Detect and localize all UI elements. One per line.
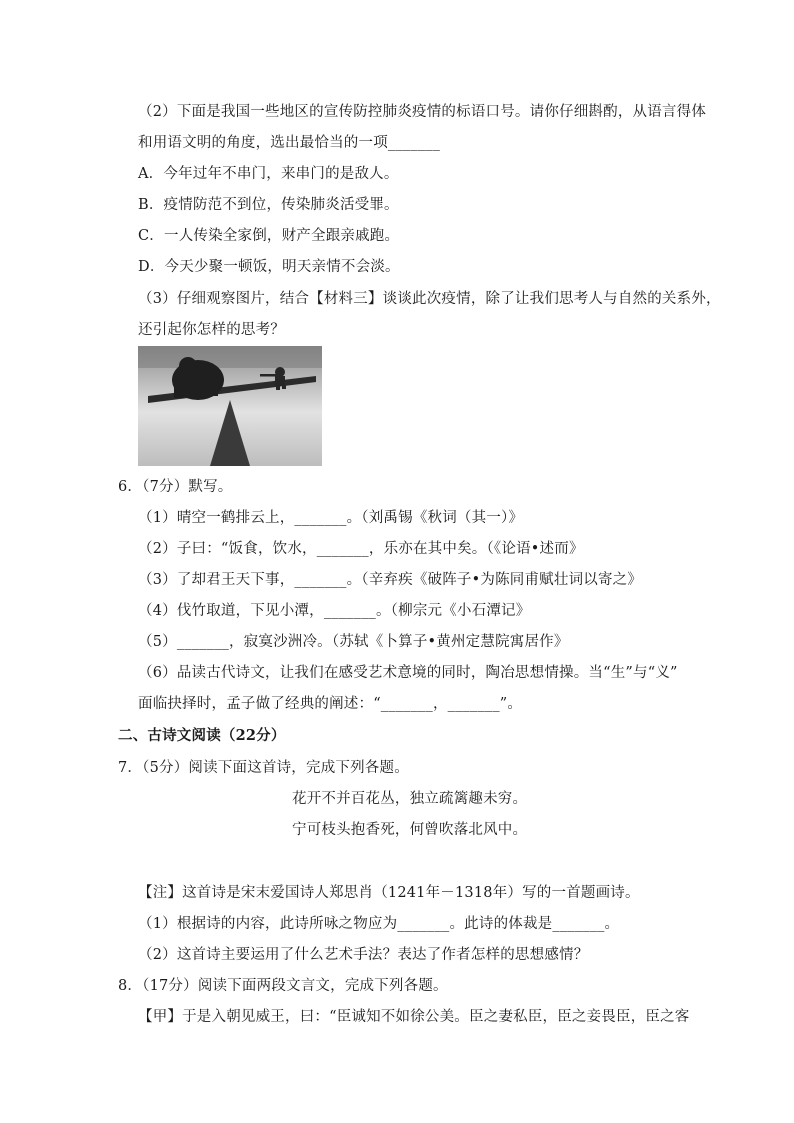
q6-item-3: （3）了却君王天下事，_______。（辛弃疾《破阵子•为陈同甫赋壮词以寄之》 <box>138 572 643 588</box>
q5-2-option-b: B．疫情防范不到位，传染肺炎活受罪。 <box>138 197 399 213</box>
q5-2-line1: （2）下面是我国一些地区的宣传防控肺炎疫情的标语口号。请你仔细斟酌，从语言得体 <box>138 104 707 120</box>
q7-note: 【注】这首诗是宋末爱国诗人郑思肖（1241年－1318年）写的一首题画诗。 <box>138 885 640 901</box>
q5-2-option-a: A．今年过年不串门，来串门的是敌人。 <box>138 166 399 182</box>
poem-line-1: 花开不并百花丛，独立疏篱趣未穷。 <box>292 791 528 807</box>
q6-item-2: （2）子曰：“饭食，饮水，_______，乐亦在其中矣。（《论语•述而》 <box>138 541 584 557</box>
seesaw-gorilla-man-image <box>138 346 322 466</box>
q6-item-5: （5）_______，寂寞沙洲冷。（苏轼《卜算子•黄州定慧院寓居作》 <box>138 634 569 650</box>
poem-line-2: 宁可枝头抱香死，何曾吹落北风中。 <box>292 822 528 838</box>
q7-sub-1: （1）根据诗的内容，此诗所咏之物应为_______。此诗的体裁是_______。 <box>138 916 620 932</box>
q6-item-4: （4）伐竹取道，下见小潭，_______。（柳宗元《小石潭记》 <box>138 603 531 619</box>
q5-2-option-c: C．一人传染全家倒，财产全跟亲戚跑。 <box>138 228 400 244</box>
q6-item-6-line1: （6）品读古代诗文，让我们在感受艺术意境的同时，陶冶思想情操。当“生”与“义” <box>138 665 678 681</box>
q6-item-1: （1）晴空一鹤排云上，_______。（刘禹锡《秋词（其一）》 <box>138 510 524 526</box>
q5-3-line2: 还引起你怎样的思考？ <box>138 322 285 338</box>
q7-sub-2: （2）这首诗主要运用了什么艺术手法？表达了作者怎样的思想感情？ <box>138 947 589 963</box>
q6-item-6-line2: 面临抉择时，孟子做了经典的阐述：“_______，_______”。 <box>138 696 523 712</box>
q8-passage-jia: 【甲】于是入朝见威王，曰：“臣诚知不如徐公美。臣之妻私臣，臣之妾畏臣，臣之客 <box>138 1009 690 1025</box>
q8-title: 8．（17分）阅读下面两段文言文，完成下列各题。 <box>118 978 448 994</box>
q5-3-line1: （3）仔细观察图片，结合【材料三】谈谈此次疫情，除了让我们思考人与自然的关系外， <box>138 291 721 307</box>
q7-title: 7．（5分）阅读下面这首诗，完成下列各题。 <box>118 760 409 776</box>
q5-2-option-d: D．今天少聚一顿饭，明天亲情不会淡。 <box>138 259 400 275</box>
q6-title: 6．（7分）默写。 <box>118 479 233 495</box>
section-heading: 二、古诗文阅读（22分） <box>118 727 286 744</box>
q5-2-line2: 和用语文明的角度，选出最恰当的一项_______ <box>138 135 441 151</box>
